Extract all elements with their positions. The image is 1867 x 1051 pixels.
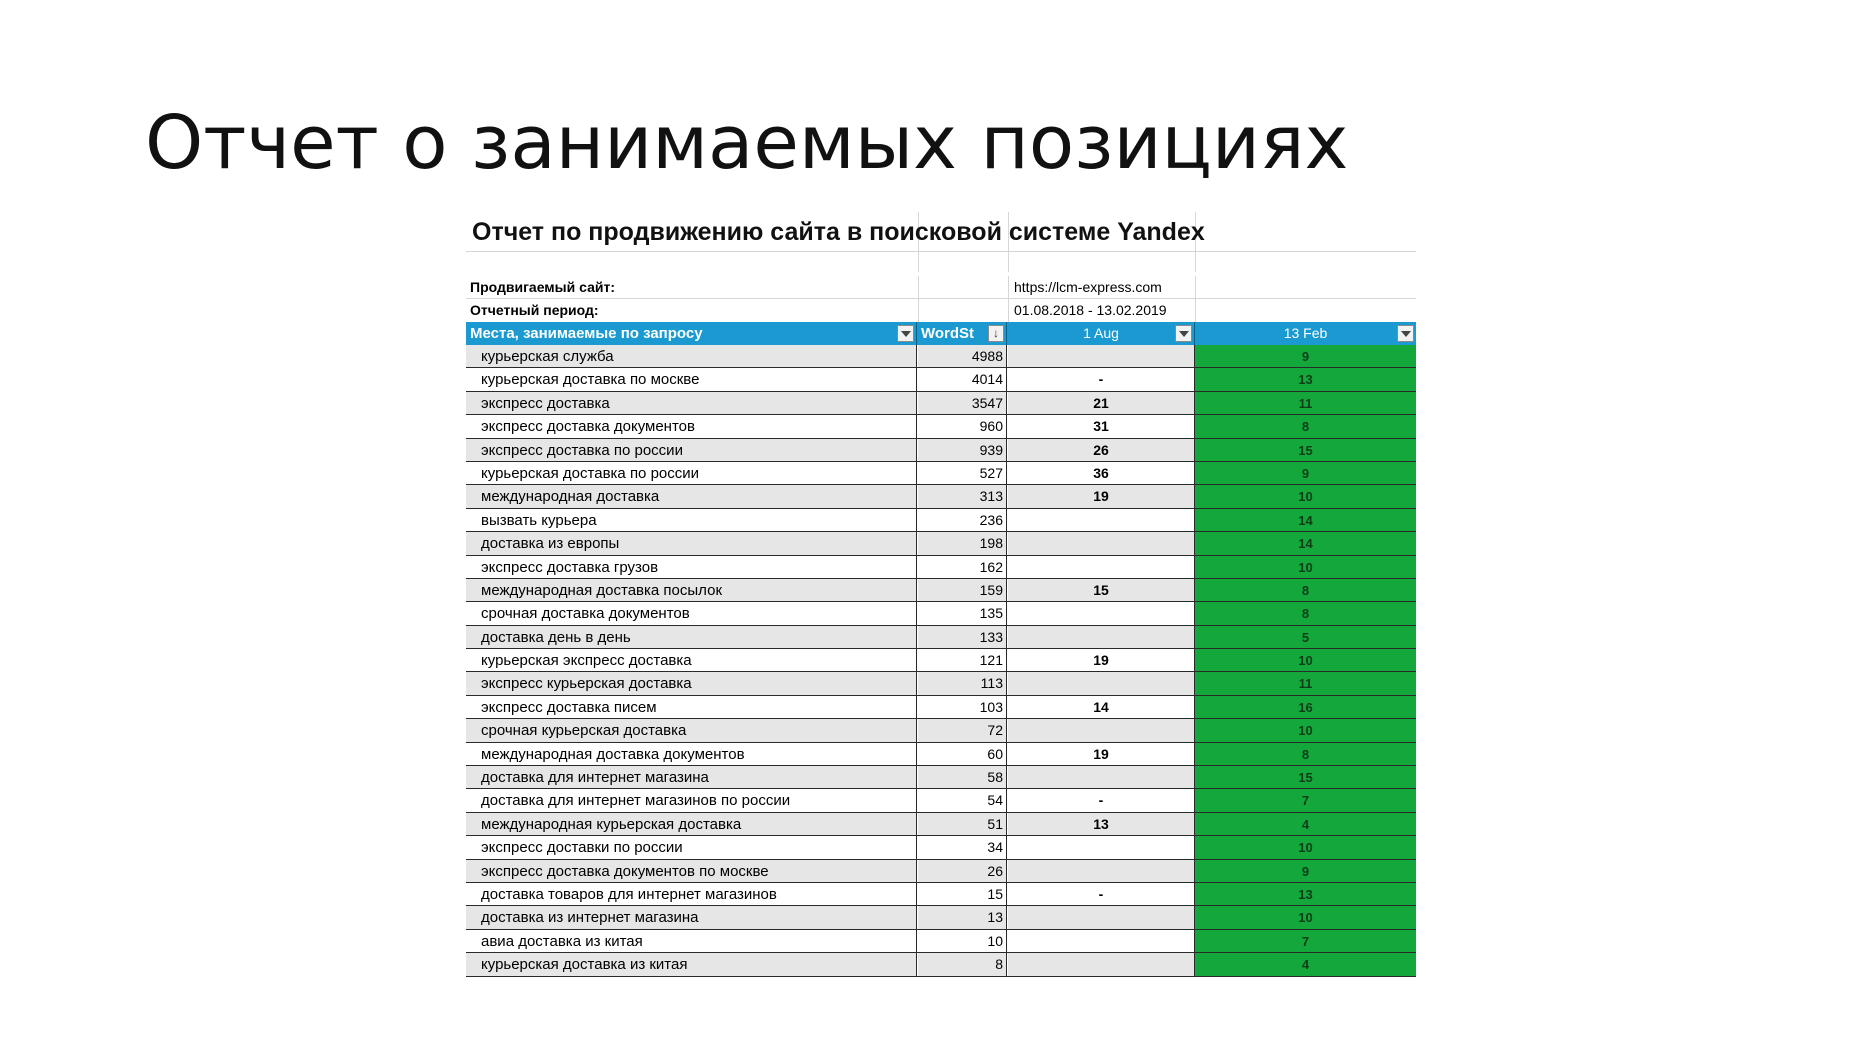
feb-position-cell[interactable]: 13 bbox=[1195, 883, 1416, 905]
wordstat-cell[interactable]: 13 bbox=[918, 906, 1007, 928]
query-cell[interactable]: экспресс доставка документов bbox=[466, 415, 917, 437]
period-label: Отчетный период: bbox=[470, 302, 599, 318]
query-cell[interactable]: доставка из интернет магазина bbox=[466, 906, 917, 928]
table-row[interactable] bbox=[466, 930, 1416, 953]
aug-position-cell[interactable] bbox=[1008, 532, 1195, 554]
feb-position-cell[interactable]: 8 bbox=[1195, 579, 1416, 601]
aug-position-cell[interactable] bbox=[1008, 930, 1195, 952]
site-label: Продвигаемый сайт: bbox=[470, 279, 615, 295]
report-title: Отчет по продвижению сайта в поисковой системе Yandex bbox=[472, 218, 1205, 246]
query-cell[interactable]: срочная доставка документов bbox=[466, 602, 917, 624]
feb-position-cell[interactable]: 15 bbox=[1195, 439, 1416, 461]
site-value[interactable]: https://lcm-express.com bbox=[1014, 279, 1162, 295]
table-row[interactable] bbox=[466, 883, 1416, 906]
feb-position-cell[interactable]: 11 bbox=[1195, 672, 1416, 694]
feb-position-cell[interactable]: 10 bbox=[1195, 906, 1416, 928]
query-cell[interactable]: курьерская служба bbox=[466, 345, 917, 367]
table-row[interactable] bbox=[466, 836, 1416, 859]
table-row[interactable] bbox=[466, 649, 1416, 672]
table-row[interactable] bbox=[466, 509, 1416, 532]
table-row[interactable] bbox=[466, 953, 1416, 976]
meta-row-site bbox=[466, 276, 1416, 299]
aug-position-cell[interactable] bbox=[1008, 860, 1195, 882]
header-query-label: Места, занимаемые по запросу bbox=[470, 325, 703, 342]
query-cell[interactable]: доставка для интернет магазина bbox=[466, 766, 917, 788]
header-feb-label: 13 Feb bbox=[1283, 325, 1328, 341]
wordstat-cell[interactable]: 133 bbox=[918, 626, 1007, 648]
wordstat-cell[interactable]: 960 bbox=[918, 415, 1007, 437]
table-row[interactable] bbox=[466, 696, 1416, 719]
query-cell[interactable]: экспресс курьерская доставка bbox=[466, 672, 917, 694]
query-cell[interactable]: авиа доставка из китая bbox=[466, 930, 917, 952]
table-row[interactable] bbox=[466, 485, 1416, 508]
wordstat-cell[interactable]: 54 bbox=[918, 789, 1007, 811]
query-cell[interactable]: курьерская доставка по москве bbox=[466, 368, 917, 390]
aug-position-cell[interactable]: 26 bbox=[1008, 439, 1195, 461]
table-row[interactable] bbox=[466, 789, 1416, 812]
query-cell[interactable]: доставка из европы bbox=[466, 532, 917, 554]
wordstat-cell[interactable]: 60 bbox=[918, 743, 1007, 765]
table-row[interactable] bbox=[466, 462, 1416, 485]
feb-position-cell[interactable]: 9 bbox=[1195, 860, 1416, 882]
aug-position-cell[interactable] bbox=[1008, 953, 1195, 975]
query-cell[interactable]: международная доставка документов bbox=[466, 743, 917, 765]
aug-position-cell[interactable]: - bbox=[1008, 789, 1195, 811]
filter-dropdown-icon[interactable] bbox=[1175, 325, 1192, 342]
aug-position-cell[interactable] bbox=[1008, 906, 1195, 928]
feb-position-cell[interactable]: 10 bbox=[1195, 485, 1416, 507]
aug-position-cell[interactable]: 13 bbox=[1008, 813, 1195, 835]
query-cell[interactable]: курьерская доставка из китая bbox=[466, 953, 917, 975]
wordstat-cell[interactable]: 15 bbox=[918, 883, 1007, 905]
feb-position-cell[interactable]: 14 bbox=[1195, 509, 1416, 531]
wordstat-cell[interactable]: 198 bbox=[918, 532, 1007, 554]
aug-position-cell[interactable]: 19 bbox=[1008, 743, 1195, 765]
feb-position-cell[interactable]: 7 bbox=[1195, 789, 1416, 811]
query-cell[interactable]: доставка день в день bbox=[466, 626, 917, 648]
wordstat-cell[interactable]: 4014 bbox=[918, 368, 1007, 390]
aug-position-cell[interactable] bbox=[1008, 556, 1195, 578]
feb-position-cell[interactable]: 15 bbox=[1195, 766, 1416, 788]
feb-position-cell[interactable]: 14 bbox=[1195, 532, 1416, 554]
table-row[interactable] bbox=[466, 345, 1416, 368]
wordstat-cell[interactable]: 159 bbox=[918, 579, 1007, 601]
wordstat-cell[interactable]: 51 bbox=[918, 813, 1007, 835]
sort-desc-icon[interactable]: ↓ bbox=[988, 325, 1004, 342]
aug-position-cell[interactable]: - bbox=[1008, 368, 1195, 390]
query-cell[interactable]: вызвать курьера bbox=[466, 509, 917, 531]
feb-position-cell[interactable]: 10 bbox=[1195, 556, 1416, 578]
aug-position-cell[interactable]: 36 bbox=[1008, 462, 1195, 484]
wordstat-cell[interactable]: 135 bbox=[918, 602, 1007, 624]
table-header bbox=[466, 322, 1416, 345]
wordstat-cell[interactable]: 939 bbox=[918, 439, 1007, 461]
aug-position-cell[interactable]: 19 bbox=[1008, 485, 1195, 507]
table-body bbox=[466, 345, 1416, 977]
wordstat-cell[interactable]: 58 bbox=[918, 766, 1007, 788]
feb-position-cell[interactable]: 10 bbox=[1195, 719, 1416, 741]
aug-position-cell[interactable] bbox=[1008, 626, 1195, 648]
aug-position-cell[interactable]: 19 bbox=[1008, 649, 1195, 671]
filter-dropdown-icon[interactable] bbox=[897, 325, 914, 342]
table-row[interactable] bbox=[466, 743, 1416, 766]
table-row[interactable] bbox=[466, 602, 1416, 625]
query-cell[interactable]: курьерская экспресс доставка bbox=[466, 649, 917, 671]
query-cell[interactable]: курьерская доставка по россии bbox=[466, 462, 917, 484]
header-aug[interactable] bbox=[1008, 322, 1195, 345]
header-wordstat-label: WordSt bbox=[921, 325, 975, 342]
aug-position-cell[interactable] bbox=[1008, 672, 1195, 694]
aug-position-cell[interactable] bbox=[1008, 509, 1195, 531]
query-cell[interactable]: экспресс доставка писем bbox=[466, 696, 917, 718]
wordstat-cell[interactable]: 236 bbox=[918, 509, 1007, 531]
table-row[interactable] bbox=[466, 392, 1416, 415]
query-cell[interactable]: экспресс доставка документов по москве bbox=[466, 860, 917, 882]
header-query[interactable] bbox=[466, 322, 917, 345]
table-row[interactable] bbox=[466, 672, 1416, 695]
aug-position-cell[interactable]: 15 bbox=[1008, 579, 1195, 601]
feb-position-cell[interactable]: 7 bbox=[1195, 930, 1416, 952]
query-cell[interactable]: экспресс доставка bbox=[466, 392, 917, 414]
wordstat-cell[interactable]: 10 bbox=[918, 930, 1007, 952]
wordstat-cell[interactable]: 72 bbox=[918, 719, 1007, 741]
wordstat-cell[interactable]: 4988 bbox=[918, 345, 1007, 367]
aug-position-cell[interactable]: 14 bbox=[1008, 696, 1195, 718]
feb-position-cell[interactable]: 4 bbox=[1195, 813, 1416, 835]
aug-position-cell[interactable] bbox=[1008, 766, 1195, 788]
slide-title: Отчет о занимаемых позициях bbox=[145, 100, 1349, 186]
table-row[interactable] bbox=[466, 368, 1416, 391]
wordstat-cell[interactable]: 3547 bbox=[918, 392, 1007, 414]
feb-position-cell[interactable]: 9 bbox=[1195, 462, 1416, 484]
feb-position-cell[interactable]: 13 bbox=[1195, 368, 1416, 390]
feb-position-cell[interactable]: 4 bbox=[1195, 953, 1416, 975]
query-cell[interactable]: международная доставка посылок bbox=[466, 579, 917, 601]
table-row[interactable] bbox=[466, 860, 1416, 883]
table-row[interactable] bbox=[466, 813, 1416, 836]
table-row[interactable] bbox=[466, 415, 1416, 438]
feb-position-cell[interactable]: 8 bbox=[1195, 415, 1416, 437]
feb-position-cell[interactable]: 10 bbox=[1195, 649, 1416, 671]
wordstat-cell[interactable]: 313 bbox=[918, 485, 1007, 507]
aug-position-cell[interactable] bbox=[1008, 836, 1195, 858]
wordstat-cell[interactable]: 121 bbox=[918, 649, 1007, 671]
feb-position-cell[interactable]: 8 bbox=[1195, 743, 1416, 765]
table-row[interactable] bbox=[466, 906, 1416, 929]
aug-position-cell[interactable]: - bbox=[1008, 883, 1195, 905]
feb-position-cell[interactable]: 11 bbox=[1195, 392, 1416, 414]
wordstat-cell[interactable]: 113 bbox=[918, 672, 1007, 694]
table-row[interactable] bbox=[466, 579, 1416, 602]
query-cell[interactable]: международная доставка bbox=[466, 485, 917, 507]
wordstat-cell[interactable]: 527 bbox=[918, 462, 1007, 484]
query-cell[interactable]: доставка товаров для интернет магазинов bbox=[466, 883, 917, 905]
query-cell[interactable]: международная курьерская доставка bbox=[466, 813, 917, 835]
query-cell[interactable]: срочная курьерская доставка bbox=[466, 719, 917, 741]
period-value[interactable]: 01.08.2018 - 13.02.2019 bbox=[1014, 302, 1167, 318]
header-aug-label: 1 Aug bbox=[1083, 325, 1119, 341]
aug-position-cell[interactable]: 31 bbox=[1008, 415, 1195, 437]
aug-position-cell[interactable] bbox=[1008, 345, 1195, 367]
feb-position-cell[interactable]: 9 bbox=[1195, 345, 1416, 367]
meta-row-period bbox=[466, 299, 1416, 322]
header-wordstat[interactable] bbox=[918, 322, 1007, 345]
wordstat-cell[interactable]: 162 bbox=[918, 556, 1007, 578]
filter-dropdown-icon[interactable] bbox=[1397, 325, 1414, 342]
feb-position-cell[interactable]: 8 bbox=[1195, 602, 1416, 624]
table-row[interactable] bbox=[466, 719, 1416, 742]
table-row[interactable] bbox=[466, 766, 1416, 789]
feb-position-cell[interactable]: 10 bbox=[1195, 836, 1416, 858]
feb-position-cell[interactable]: 16 bbox=[1195, 696, 1416, 718]
query-cell[interactable]: доставка для интернет магазинов по россии bbox=[466, 789, 917, 811]
header-feb[interactable] bbox=[1195, 322, 1416, 345]
query-cell[interactable]: экспресс доставки по россии bbox=[466, 836, 917, 858]
feb-position-cell[interactable]: 5 bbox=[1195, 626, 1416, 648]
table-row[interactable] bbox=[466, 532, 1416, 555]
wordstat-cell[interactable]: 8 bbox=[918, 953, 1007, 975]
wordstat-cell[interactable]: 103 bbox=[918, 696, 1007, 718]
aug-position-cell[interactable] bbox=[1008, 602, 1195, 624]
table-row[interactable] bbox=[466, 439, 1416, 462]
query-cell[interactable]: экспресс доставка по россии bbox=[466, 439, 917, 461]
query-cell[interactable]: экспресс доставка грузов bbox=[466, 556, 917, 578]
table-row[interactable] bbox=[466, 556, 1416, 579]
aug-position-cell[interactable]: 21 bbox=[1008, 392, 1195, 414]
table-row[interactable] bbox=[466, 626, 1416, 649]
wordstat-cell[interactable]: 34 bbox=[918, 836, 1007, 858]
aug-position-cell[interactable] bbox=[1008, 719, 1195, 741]
wordstat-cell[interactable]: 26 bbox=[918, 860, 1007, 882]
